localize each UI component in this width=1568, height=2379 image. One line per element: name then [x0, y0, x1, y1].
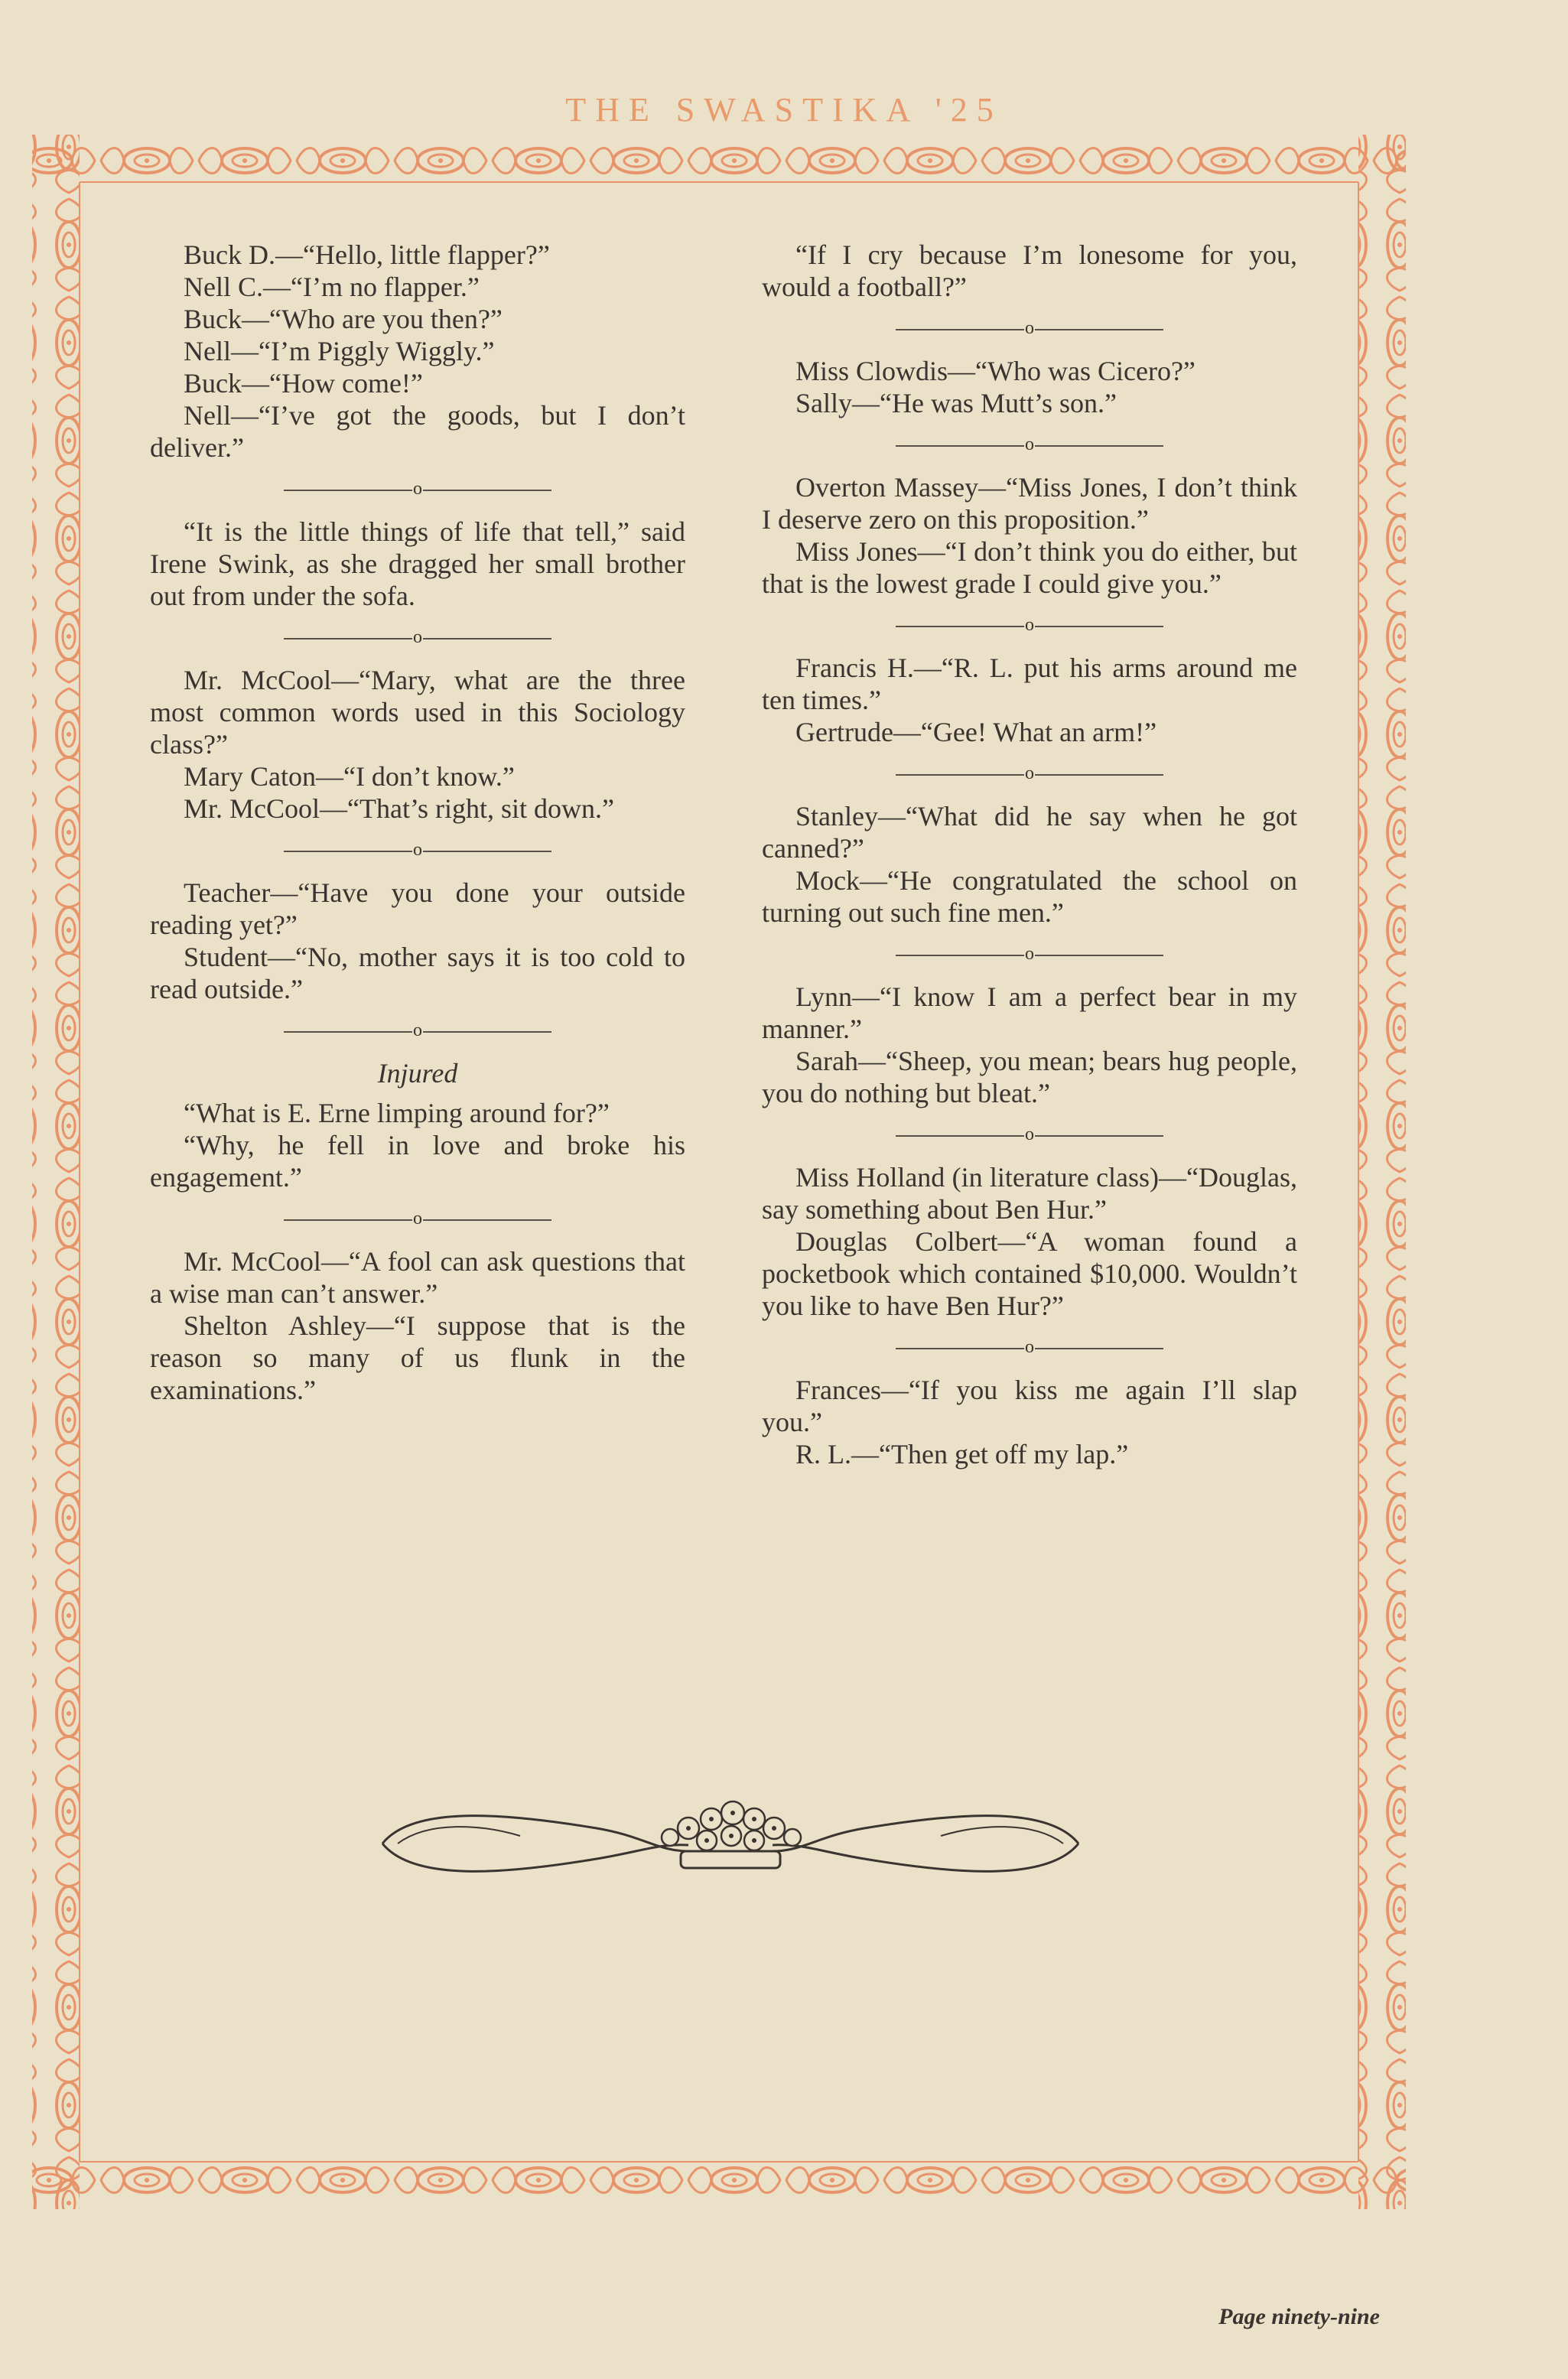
section-separator: [762, 759, 1297, 788]
section-separator: [150, 835, 685, 864]
separator-mark: o: [413, 479, 422, 499]
separator-mark: o: [1025, 1124, 1034, 1144]
joke-line: Sarah—“Sheep, you mean; bears hug people, you do nothing but bleat.”: [762, 1046, 1297, 1108]
joke-line: Nell—“I’m Piggly Wiggly.”: [184, 336, 495, 366]
joke-line: Stanley—“What did he say when he got canned?”: [762, 801, 1297, 864]
separator-mark: o: [413, 627, 422, 647]
separator-mark: o: [1025, 318, 1034, 338]
joke-line: Francis H.—“R. L. put his arms around me ten times.”: [762, 653, 1297, 715]
section-separator: [150, 623, 685, 652]
joke-line: Buck—“How come!”: [184, 368, 423, 399]
separator-mark: o: [413, 1209, 422, 1229]
joke-line: Student—“No, mother says it is too cold to read outside.”: [150, 942, 685, 1004]
joke-line: Miss Jones—“I don’t think you do either, but that is the lowest grade I could give you.”: [762, 536, 1297, 599]
section-separator: [762, 610, 1297, 639]
separator-mark: o: [1025, 615, 1034, 635]
joke-line: Buck—“Who are you then?”: [184, 304, 503, 334]
joke-heading: Injured: [377, 1058, 458, 1089]
separator-mark: o: [1025, 763, 1034, 783]
joke-line: Gertrude—“Gee! What an arm!”: [795, 717, 1157, 747]
separator-mark: o: [1025, 1337, 1034, 1357]
joke-line: Overton Massey—“Miss Jones, I don’t think I deserve zero on this proposition.”: [762, 472, 1297, 535]
left-column: [150, 239, 685, 1406]
section-separator: [150, 474, 685, 503]
joke-line: Mr. McCool—“That’s right, sit down.”: [184, 793, 614, 824]
joke-line: Mr. McCool—“A fool can ask questions that a wise man can’t answer.”: [150, 1246, 685, 1309]
joke-line: Miss Holland (in literature class)—“Douglas, say something about Ben Hur.”: [762, 1162, 1297, 1225]
joke-line: Douglas Colbert—“A woman found a pocketbook which contained $10,000. Wouldn’t you like to have Ben Hur?”: [762, 1226, 1297, 1321]
section-separator: [150, 1204, 685, 1233]
joke-line: “It is the little things of life that tell,” said Irene Swink, as she dragged her small brother out from under the sofa.: [150, 516, 685, 611]
section-separator: [762, 1333, 1297, 1362]
right-column: [762, 239, 1297, 1470]
joke-line: Mock—“He congratulated the school on turning out such fine men.”: [762, 865, 1297, 928]
joke-line: Mr. McCool—“Mary, what are the three most common words used in this Sociology class?”: [150, 665, 685, 760]
section-separator: [762, 939, 1297, 968]
separator-mark: o: [413, 1020, 422, 1040]
joke-line: Frances—“If you kiss me again I’ll slap you.”: [762, 1375, 1297, 1437]
joke-line: Mary Caton—“I don’t know.”: [184, 761, 515, 792]
section-separator: [762, 1120, 1297, 1149]
separator-mark: o: [413, 840, 422, 860]
joke-line: R. L.—“Then get off my lap.”: [795, 1439, 1129, 1469]
page-number: Page ninety-nine: [1218, 2304, 1380, 2329]
joke-line: Shelton Ashley—“I suppose that is the reason so many of us flunk in the examinations.”: [150, 1310, 685, 1405]
separator-mark: o: [1025, 434, 1034, 454]
joke-line: “Why, he fell in love and broke his engagement.”: [150, 1130, 685, 1193]
joke-line: Nell—“I’ve got the goods, but I don’t deliver.”: [150, 400, 685, 463]
joke-line: “If I cry because I’m lonesome for you, would a football?”: [762, 239, 1297, 302]
section-separator: [762, 430, 1297, 459]
joke-line: Buck D.—“Hello, little flapper?”: [184, 239, 550, 270]
running-head: THE SWASTIKA '25: [565, 91, 1003, 129]
joke-line: Miss Clowdis—“Who was Cicero?”: [795, 356, 1196, 386]
joke-line: Sally—“He was Mutt’s son.”: [795, 388, 1117, 418]
joke-line: Lynn—“I know I am a perfect bear in my manner.”: [762, 981, 1297, 1044]
section-separator: [150, 1016, 685, 1045]
floral-tailpiece-ornament: [367, 1798, 1094, 1889]
separator-mark: o: [1025, 944, 1034, 964]
joke-line: “What is E. Erne limping around for?”: [184, 1098, 610, 1128]
section-separator: [762, 314, 1297, 343]
joke-line: Nell C.—“I’m no flapper.”: [184, 272, 480, 302]
joke-line: Teacher—“Have you done your outside reading yet?”: [150, 877, 685, 940]
